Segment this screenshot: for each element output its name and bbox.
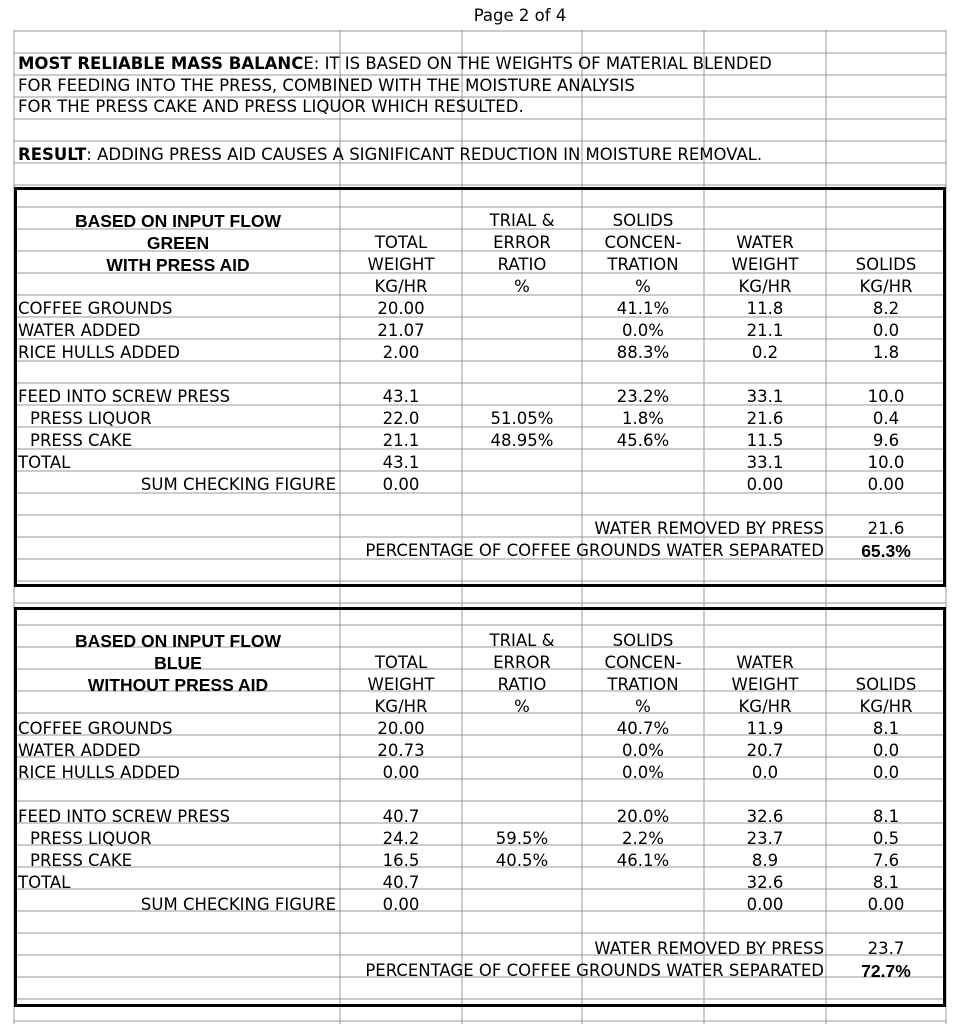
row-label: PRESS LIQUOR (30, 829, 152, 848)
cell-solids-concentration (582, 872, 704, 894)
water-removed-label: WATER REMOVED BY PRESS (594, 519, 824, 538)
cell-solids-concentration: 41.1% (616, 299, 670, 318)
cell-ratio (462, 298, 582, 320)
column-header-solids-conc: CONCEN- (604, 233, 682, 252)
result-text: : ADDING PRESS AID CAUSES A SIGNIFICANT REDUCTION IN MOISTURE REMOVAL. (86, 145, 763, 164)
column-header-ratio: % (514, 697, 530, 716)
cell-total-weight: 21.1 (382, 431, 420, 450)
row-label: COFFEE GROUNDS (18, 299, 173, 318)
cell-water-weight: 33.1 (746, 387, 784, 406)
column-header-solids-conc: CONCEN- (604, 653, 682, 672)
cell-solids-concentration: 40.7% (616, 719, 670, 738)
percentage-value: 65.3% (861, 541, 911, 561)
cell-water-weight: 11.8 (746, 299, 784, 318)
column-header-ratio: TRIAL & (489, 211, 555, 230)
cell-total-weight: 21.07 (377, 321, 425, 340)
cell-ratio (462, 762, 582, 784)
cell-solids: 9.6 (872, 431, 900, 450)
column-header-solids-conc: TRATION (607, 255, 679, 274)
cell-ratio: 59.5% (495, 829, 549, 848)
section-title-line: WITH PRESS AID (106, 255, 250, 275)
percentage-value: 72.7% (861, 961, 911, 981)
cell-solids-concentration: 20.0% (616, 807, 670, 826)
row-label: TOTAL (18, 873, 71, 892)
row-label: SUM CHECKING FIGURE (140, 475, 336, 494)
row-label: PRESS LIQUOR (30, 409, 152, 428)
section-title-line: BLUE (154, 653, 202, 673)
cell-solids: 0.5 (872, 829, 900, 848)
cell-ratio (462, 320, 582, 342)
section-title-line: BASED ON INPUT FLOW (74, 631, 282, 651)
cell-water-weight: 21.6 (746, 409, 784, 428)
result-line (18, 144, 762, 166)
cell-water-weight: 11.9 (746, 719, 784, 738)
cell-water-weight: 32.6 (746, 873, 784, 892)
cell-water-weight: 23.7 (746, 829, 784, 848)
cell-solids-concentration: 2.2% (622, 829, 664, 848)
cell-solids: 0.4 (872, 409, 900, 428)
result-label: RESULT (18, 145, 87, 164)
cell-water-weight: 20.7 (746, 741, 784, 760)
column-header-total-weight: KG/HR (374, 697, 428, 716)
cell-solids: 1.8 (872, 343, 900, 362)
column-header-solids-conc: % (635, 277, 651, 296)
cell-solids-concentration: 46.1% (616, 851, 670, 870)
column-header-total-weight: WEIGHT (367, 255, 435, 274)
cell-total-weight: 16.5 (382, 851, 420, 870)
column-header-total-weight: TOTAL (374, 233, 428, 252)
column-header-total-weight: WEIGHT (367, 675, 435, 694)
column-header-ratio: ERROR (493, 233, 551, 252)
column-header-water-weight: WEIGHT (731, 675, 799, 694)
row-label: RICE HULLS ADDED (18, 763, 180, 782)
cell-solids: 0.0 (872, 763, 900, 782)
row-label: WATER ADDED (18, 741, 141, 760)
percentage-label: PERCENTAGE OF COFFEE GROUNDS WATER SEPARATED (365, 961, 824, 980)
cell-total-weight: 40.7 (382, 807, 420, 826)
cell-solids-concentration: 45.6% (616, 431, 670, 450)
cell-total-weight: 0.00 (382, 475, 420, 494)
cell-solids: 0.0 (872, 321, 900, 340)
cell-water-weight: 8.9 (751, 851, 779, 870)
cell-solids: 0.0 (872, 741, 900, 760)
cell-ratio (462, 740, 582, 762)
row-label: PRESS CAKE (30, 431, 133, 450)
cell-total-weight: 43.1 (382, 453, 420, 472)
cell-ratio (462, 386, 582, 408)
column-header-ratio: TRIAL & (489, 631, 555, 650)
cell-total-weight: 40.7 (382, 873, 420, 892)
column-header-ratio: ERROR (493, 653, 551, 672)
cell-solids-concentration: 0.0% (622, 321, 664, 340)
cell-ratio (462, 452, 582, 474)
cell-ratio (462, 718, 582, 740)
column-header-solids-conc: SOLIDS (612, 211, 674, 230)
cell-ratio (462, 474, 582, 496)
intro-heading (18, 53, 772, 75)
cell-total-weight: 43.1 (382, 387, 420, 406)
column-header-solids-conc: TRATION (607, 675, 679, 694)
row-label: COFFEE GROUNDS (18, 719, 173, 738)
column-header-solids: KG/HR (859, 697, 913, 716)
cell-solids-concentration: 1.8% (622, 409, 664, 428)
water-removed-value: 21.6 (867, 519, 905, 538)
cell-total-weight: 24.2 (382, 829, 420, 848)
column-header-solids: SOLIDS (855, 675, 917, 694)
column-header-total-weight: TOTAL (374, 653, 428, 672)
water-removed-value: 23.7 (867, 939, 905, 958)
cell-solids-concentration (582, 474, 704, 496)
intro-heading-rest: E: IT IS BASED ON THE WEIGHTS OF MATERIAL BLENDED (303, 54, 772, 73)
column-header-solids: SOLIDS (855, 255, 917, 274)
cell-total-weight: 20.00 (377, 299, 425, 318)
cell-water-weight: 0.0 (751, 763, 779, 782)
cell-water-weight: 0.00 (746, 895, 784, 914)
row-label: SUM CHECKING FIGURE (140, 895, 336, 914)
cell-ratio: 51.05% (490, 409, 554, 428)
column-header-ratio: % (514, 277, 530, 296)
row-label: RICE HULLS ADDED (18, 343, 180, 362)
cell-solids-concentration: 0.0% (622, 763, 664, 782)
cell-ratio: 48.95% (490, 431, 554, 450)
intro-heading-bold: MOST RELIABLE MASS BALANC (18, 54, 304, 73)
cell-solids: 8.1 (872, 873, 900, 892)
column-header-water-weight: WATER (736, 233, 794, 252)
column-header-water-weight: WATER (736, 653, 794, 672)
cell-water-weight: 11.5 (746, 431, 784, 450)
water-removed-label: WATER REMOVED BY PRESS (594, 939, 824, 958)
cell-ratio (462, 894, 582, 916)
cell-water-weight: 33.1 (746, 453, 784, 472)
cell-total-weight: 0.00 (382, 763, 420, 782)
cell-total-weight: 20.00 (377, 719, 425, 738)
column-header-ratio: RATIO (497, 255, 547, 274)
cell-total-weight: 22.0 (382, 409, 420, 428)
cell-water-weight: 32.6 (746, 807, 784, 826)
cell-solids: 10.0 (867, 387, 905, 406)
cell-solids: 8.1 (872, 807, 900, 826)
cell-solids: 10.0 (867, 453, 905, 472)
cell-solids-concentration (582, 452, 704, 474)
cell-water-weight: 0.00 (746, 475, 784, 494)
cell-ratio (462, 806, 582, 828)
cell-ratio (462, 872, 582, 894)
page-label: Page 2 of 4 (473, 6, 567, 25)
section-title-line: BASED ON INPUT FLOW (74, 211, 282, 231)
cell-solids-concentration: 0.0% (622, 741, 664, 760)
intro-line-3: FOR THE PRESS CAKE AND PRESS LIQUOR WHICH RESULTED. (18, 97, 524, 116)
cell-water-weight: 0.2 (751, 343, 779, 362)
cell-solids: 8.2 (872, 299, 900, 318)
row-label: FEED INTO SCREW PRESS (18, 807, 231, 826)
column-header-ratio: RATIO (497, 675, 547, 694)
column-header-water-weight: KG/HR (738, 277, 792, 296)
cell-solids: 0.00 (867, 895, 905, 914)
cell-ratio (462, 342, 582, 364)
cell-ratio: 40.5% (495, 851, 549, 870)
column-header-solids-conc: % (635, 697, 651, 716)
column-header-water-weight: KG/HR (738, 697, 792, 716)
section-title-line: GREEN (146, 233, 210, 253)
column-header-solids: KG/HR (859, 277, 913, 296)
cell-solids-concentration: 88.3% (616, 343, 670, 362)
row-label: WATER ADDED (18, 321, 141, 340)
cell-total-weight: 0.00 (382, 895, 420, 914)
cell-total-weight: 2.00 (382, 343, 420, 362)
row-label: TOTAL (18, 453, 71, 472)
cell-total-weight: 20.73 (377, 741, 425, 760)
cell-solids: 7.6 (872, 851, 900, 870)
percentage-label: PERCENTAGE OF COFFEE GROUNDS WATER SEPARATED (365, 541, 824, 560)
column-header-total-weight: KG/HR (374, 277, 428, 296)
row-label: PRESS CAKE (30, 851, 133, 870)
section-title-line: WITHOUT PRESS AID (87, 675, 269, 695)
cell-water-weight: 21.1 (746, 321, 784, 340)
row-label: FEED INTO SCREW PRESS (18, 387, 231, 406)
column-header-water-weight: WEIGHT (731, 255, 799, 274)
cell-solids: 8.1 (872, 719, 900, 738)
intro-line-2: FOR FEEDING INTO THE PRESS, COMBINED WITH THE MOISTURE ANALYSIS (18, 76, 635, 95)
cell-solids-concentration (582, 894, 704, 916)
cell-solids: 0.00 (867, 475, 905, 494)
column-header-solids-conc: SOLIDS (612, 631, 674, 650)
cell-solids-concentration: 23.2% (616, 387, 670, 406)
